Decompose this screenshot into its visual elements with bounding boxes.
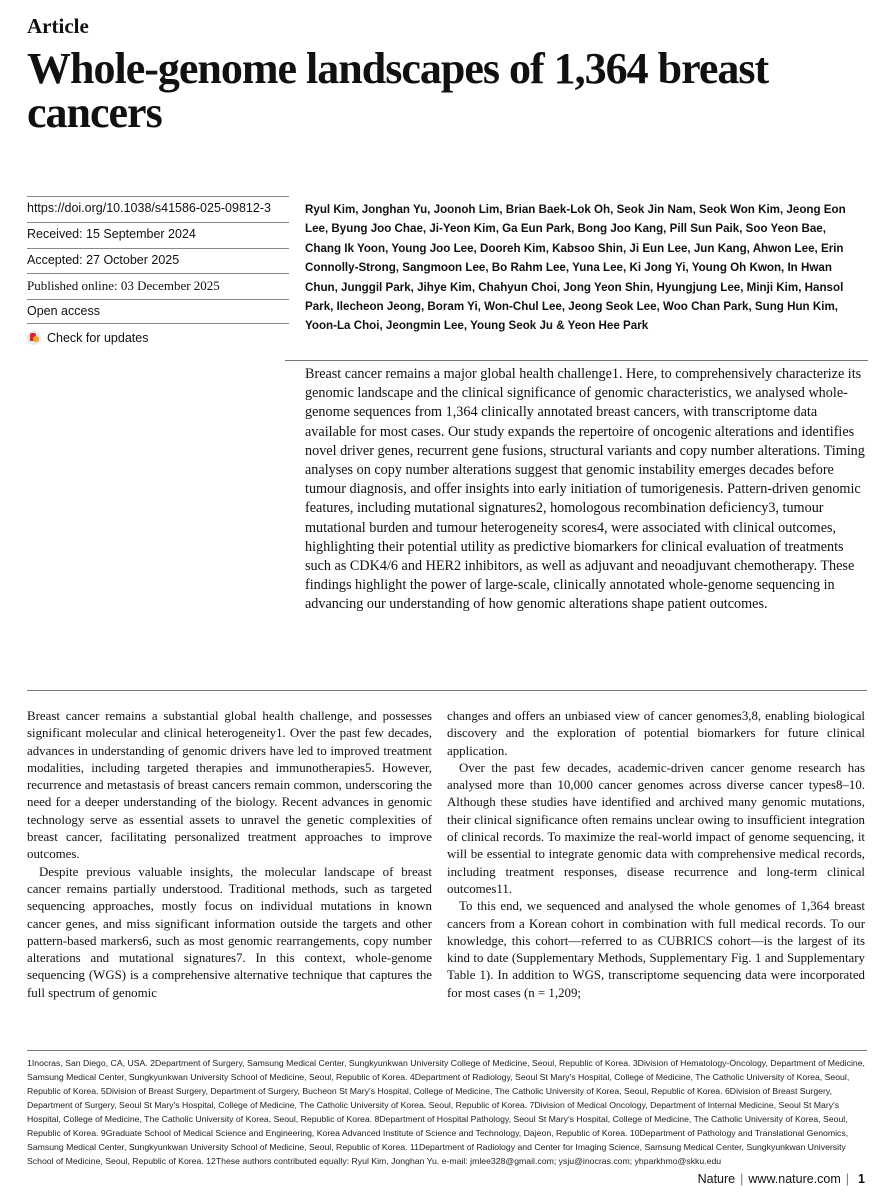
journal-website-link[interactable]: www.nature.com	[748, 1172, 841, 1186]
body-paragraph: Breast cancer remains a substantial global health challenge, and possesses significant molecular and clinical heterogeneity1. Over the past few decades, advances in understanding of genomic drivers have led to improved treatment modalities, including targeted therapies and immunotherapies5. However, recurrence and metastasis of breast cancers remain common, underscoring the need for a deeper understanding of the biology. Recent advances in genomic technology serve as essential assets to unravel the genetic complexities of breast cancer, facilitating personalized treatment approaches to improve outcomes.	[27, 709, 432, 862]
author-list: Ryul Kim, Jonghan Yu, Joonoh Lim, Brian Baek-Lok Oh, Seok Jin Nam, Seok Won Kim, Jeong Eon Lee, Byung Joo Chae, Ji-Yeon Kim, Ga Eun Park, Bong Joo Kang, Pill Sun Paik, Soo Yeon Bae, Chang Ik Yoon, Young Joo Lee, Dooreh Kim, Kabsoo Shin, Ji Eun Lee, Jun Kang, Ahwon Lee, Erin Connolly-Strong, Sangmoon Lee, Bo Rahm Lee, Yuna Lee, Ki Jong Yi, Young Oh Kwon, In Hwan Chun, Junggil Park, Jihye Kim, Chahyun Choi, Jong Yeon Shin, Hyungjung Lee, Minji Kim, Hansol Park, Ilecheon Jeong, Boram Yi, Won-Chul Lee, Jeong Seok Lee, Woo Chan Park, Sung Hun Kim, Yoon-La Choi, Jeongmin Lee, Young Seok Ju & Yeon Hee Park	[305, 203, 846, 333]
check-for-updates-icon	[27, 331, 41, 345]
doi-link[interactable]: https://doi.org/10.1038/s41586-025-09812-3	[27, 196, 289, 221]
body-column-left	[27, 708, 432, 1002]
abstract: Breast cancer remains a major global health challenge1. Here, to comprehensively characterize its genomic landscape and the clinical significance of genomic characteristics, we analysed whole-genome sequences from 1,364 clinically annotated breast cancers, with transcriptome data available for most cases. Our study expands the repertoire of oncogenic alterations and identifies novel driver genes, recurrent gene fusions, structural variants and copy number alterations. Timing analyses on copy number alterations suggest that genomic instability emerges decades before tumour diagnosis, and offer insights into early initiation of tumorigenesis. Pattern-driven genomic features, including mutational signatures2, homologous recombination deficiency3, tumour mutational burden and tumour heterogeneity scores4, were associated with clinical outcomes, highlighting their potential utility as predictive biomarkers for clinical evaluation of treatments such as CDK4/6 and HER2 inhibitors, as well as adjuvant and neoadjuvant chemotherapy. These findings highlight the power of large-scale, clinically annotated whole-genome sequencing in advancing our understanding of how genomic alterations shape patient outcomes.	[305, 366, 865, 613]
check-for-updates-link[interactable]	[27, 323, 289, 348]
abstract-divider	[285, 360, 868, 361]
body-divider	[27, 690, 867, 691]
section-label: Article	[27, 14, 89, 38]
body-paragraph: To this end, we sequenced and analysed the whole genomes of 1,364 breast cancers from a Korean cohort in combination with full medical records. To our knowledge, this cohort—referred to as CUBRICS cohort—is the largest of its kind to date (Supplementary Methods, Supplementary Fig. 1 and Supplementary Table 1). In addition to WGS, transcriptome sequencing data were incorporated for most cases (n = 1,209;	[447, 899, 865, 1000]
article-title: Whole-genome landscapes of 1,364 breast cancers	[27, 44, 769, 137]
open-access-label: Open access	[27, 299, 289, 324]
body-column-right	[447, 708, 865, 1002]
page-footer: Nature | www.nature.com | 1	[697, 1172, 865, 1186]
body-paragraph: Over the past few decades, academic-driven cancer genome research has analysed more than 10,000 cancer genomes across diverse cancer types8–10. Although these studies have identified and archived many genomic mutations, their clinical significance often remains unclear owing to insufficient integration of clinical records. To maximize the real-world impact of genome sequencing, it will be essential to integrate genomic data with comprehensive medical records, including treatment responses, disease recurrence and long-term clinical outcomes11.	[447, 760, 865, 896]
published-date: Published online: 03 December 2025	[27, 273, 289, 298]
body-paragraph: changes and offers an unbiased view of cancer genomes3,8, enabling biological discovery and the exploration of potential biomarkers for future clinical application.	[447, 709, 865, 758]
accepted-date: Accepted: 27 October 2025	[27, 248, 289, 273]
received-date: Received: 15 September 2024	[27, 222, 289, 247]
body-paragraph: Despite previous valuable insights, the molecular landscape of breast cancer remains partially understood. Traditional methods, such as targeted sequencing approaches, mostly focus on individual mutations in known cancer genes, and miss significant information outside the targets and other pattern-based markers6, such as most genomic rearrangements, copy number alterations and mutational signatures7. In this context, whole-genome sequencing (WGS) is a comprehensive alternative technique that captures the full spectrum of genomic	[27, 864, 432, 1000]
check-for-updates-label: Check for updates	[47, 331, 149, 345]
journal-name: Nature	[697, 1172, 736, 1186]
page-number: 1	[858, 1172, 865, 1186]
affiliations-footnote: 1Inocras, San Diego, CA, USA. 2Department of Surgery, Samsung Medical Center, Sungkyunkwan University College of Medicine, Seoul, Republic of Korea. 3Division of Hematology-Oncology, Department of Medicine, Samsung Medical Center, Sungkyunkwan University School of Medicine, Seoul, Republic of Korea. 4Department of Radiology, Seoul St Mary's Hospital, College of Medicine, The Catholic University of Korea, Seoul, Republic of Korea. 5Division of Breast Surgery, Department of Surgery, Bucheon St Mary's Hospital, College of Medicine, The Catholic University of Korea, Seoul, Republic of Korea. 6Division of Breast Surgery, Department of Surgery, Seoul St Mary's Hospital, College of Medicine, The Catholic University of Korea, Seoul, Republic of Korea. 7Division of Medical Oncology, Department of Internal Medicine, Seoul St Mary's Hospital, College of Medicine, The Catholic University of Korea, Seoul, Republic of Korea. 8Department of Hospital Pathology, Seoul St Mary's Hospital, College of Medicine, The Catholic University of Korea, Seoul, Republic of Korea. 9Graduate School of Medical Science and Engineering, Korea Advanced Institute of Science and Technology, Dajeon, Republic of Korea. 10Department of Pathology and Translational Genomics, Samsung Medical Center, Sungkyunkwan University School of Medicine, Seoul, Republic of Korea. 11Department of Radiology and Center for Imaging Science, Samsung Medical Center, Sungkyunkwan University School of Medicine, Seoul, Republic of Korea. 12These authors contributed equally: Ryul Kim, Jonghan Yu. e-mail: jmlee328@gmail.com; ysju@inocras.com; yhparkhmo@skku.edu	[27, 1058, 865, 1166]
footnote-divider	[27, 1050, 867, 1051]
